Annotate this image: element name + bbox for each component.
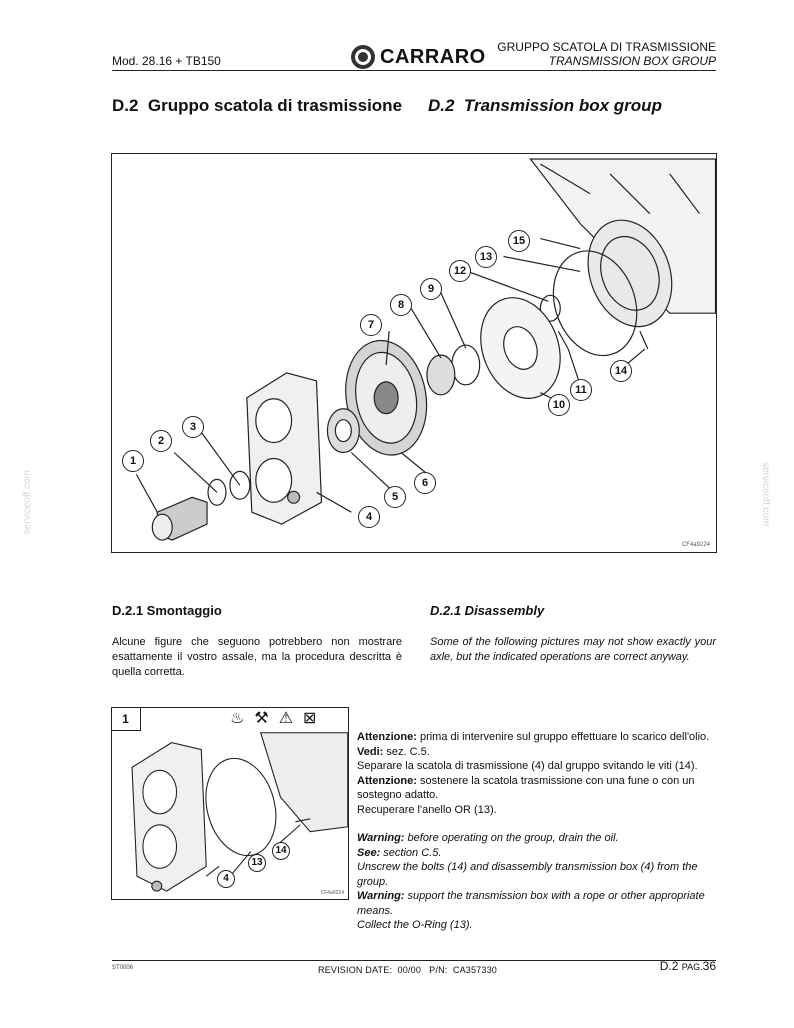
wrench-icon: ⚒	[254, 710, 269, 727]
instr-it-1: Attenzione: prima di intervenire sul gruppo effettuare lo scarico dell'olio.	[357, 731, 710, 743]
step-instructions	[357, 730, 717, 933]
instr-it-2: Vedi: sez. C.5.	[357, 745, 430, 758]
callout-7: 7	[360, 314, 382, 336]
header-rule	[112, 70, 716, 71]
callout-13: 13	[475, 246, 497, 268]
callout-4: 4	[358, 506, 380, 528]
brand-logo	[350, 44, 486, 70]
callout-5: 5	[384, 486, 406, 508]
instr-en-5: Collect the O-Ring (13).	[357, 919, 473, 931]
instr-it-4: Attenzione: sostenere la scatola trasmissione con una fune o con un sostegno adatto.	[357, 774, 695, 801]
step-number: 1	[111, 707, 141, 731]
callout-1: 1	[122, 450, 144, 472]
intro-paragraph-it: Alcune figure che seguono potrebbero non mostrare esattamente il vostro assale, ma la procedura descritta è quella corretta.	[112, 636, 402, 678]
callout-14: 14	[610, 360, 632, 382]
watermark-right: serviceoff.com	[760, 462, 771, 527]
step-callout-13: 13	[248, 852, 266, 872]
brand-name: CARRARO	[380, 45, 486, 68]
page-section: D.2	[659, 959, 679, 973]
instr-it-5: Recuperare l'anello OR (13).	[357, 803, 497, 816]
warning-icon: ⚠	[278, 710, 294, 727]
step-icons	[230, 708, 316, 728]
callout-15: 15	[508, 230, 530, 252]
revision-info: REVISION DATE: 00/00 P/N: CA357330	[318, 965, 498, 975]
instr-en-2: See: section C.5.	[357, 846, 442, 859]
intro-paragraph-en: Some of the following pictures may not show exactly your axle, but the indicated operations are correct anyway.	[430, 636, 716, 663]
step-figure-code: CF4a9224	[320, 890, 344, 896]
page-title-en: D.2 Transmission box group	[428, 96, 662, 115]
section-title-en: TRANSMISSION BOX GROUP	[548, 54, 716, 68]
callout-11: 11	[570, 379, 592, 401]
instr-en-3: Unscrew the bolts (14) and disassembly transmission box (4) from the group.	[357, 861, 698, 888]
step-callout-14: 14	[272, 840, 290, 860]
carraro-logo-icon	[350, 44, 376, 70]
instr-it-3: Separare la scatola di trasmissione (4) dal gruppo svitando le viti (14).	[357, 760, 698, 772]
callout-9: 9	[420, 278, 442, 300]
step-callout-4: 4	[217, 868, 235, 888]
subsection-title-it: D.2.1 Smontaggio	[112, 603, 222, 618]
subsection-title-en: D.2.1 Disassembly	[430, 603, 545, 618]
page-title-it: D.2 Gruppo scatola di trasmissione	[112, 96, 403, 115]
callout-2: 2	[150, 430, 172, 452]
callout-6: 6	[414, 472, 436, 494]
instr-en-4: Warning: support the transmission box with a rope or other appropriate means.	[357, 890, 705, 917]
model-label: Mod. 28.16 + TB150	[112, 54, 221, 68]
section-title-it: GRUPPO SCATOLA DI TRASMISSIONE	[497, 40, 716, 54]
callout-10: 10	[548, 394, 570, 416]
step-figure	[111, 707, 349, 900]
instr-en-1: Warning: before operating on the group, drain the oil.	[357, 832, 619, 844]
page-label: PAG.	[681, 962, 703, 972]
page-num-value: 36	[702, 959, 716, 973]
oil-drain-icon: ♨	[230, 710, 245, 727]
callout-8: 8	[390, 294, 412, 316]
footer-code: ST0006	[112, 965, 134, 971]
no-reuse-icon: ⊠	[303, 710, 317, 727]
callout-12: 12	[449, 260, 471, 282]
exploded-view-figure	[111, 153, 717, 553]
callout-3: 3	[182, 416, 204, 438]
page-number	[600, 959, 716, 973]
figure-code: CF4a9224	[681, 542, 710, 548]
watermark-left: serviceoff.com	[22, 470, 33, 535]
